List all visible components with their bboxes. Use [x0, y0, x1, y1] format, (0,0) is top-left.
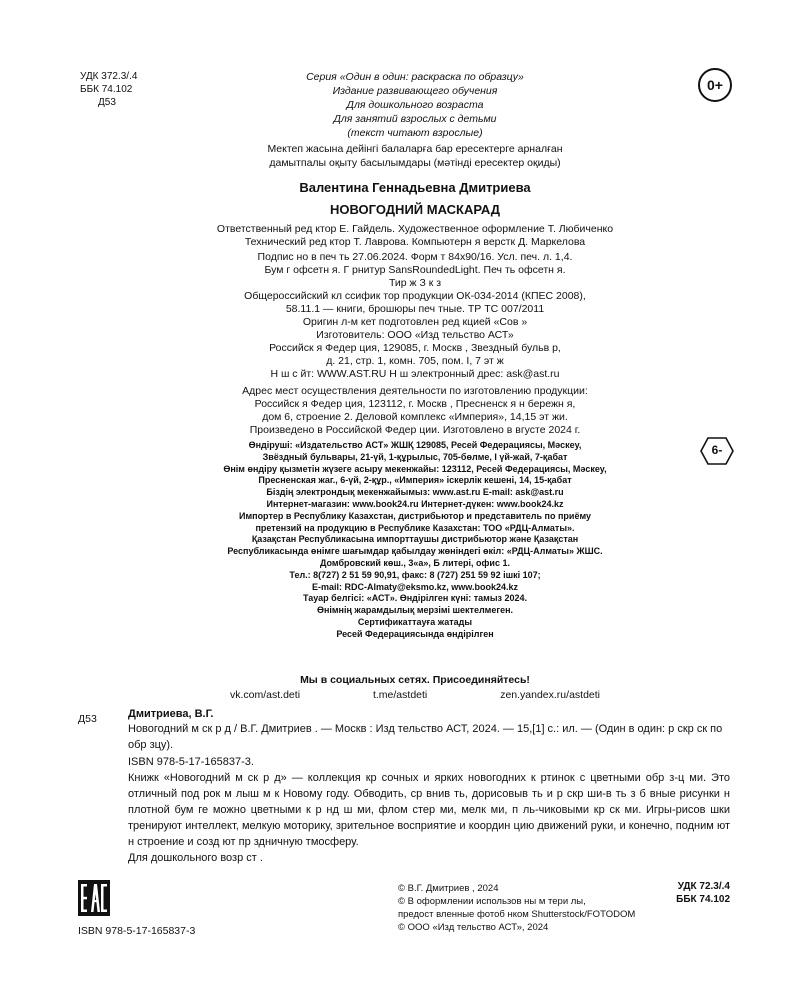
author-mark: Д53	[98, 97, 116, 108]
udk-bottom-block	[630, 880, 730, 906]
address-line: дом 6, строение 2. Деловой комплекс «Империя», 14,15 эт жи.	[262, 411, 568, 423]
kz-info-line: Өнімнің жарамдылық мерзімі шектелмеген.	[316, 605, 514, 616]
copyright-line: © В.Г. Дмитриев , 2024	[398, 883, 499, 894]
kz-info-line: Ресей Федерациясында өндірілген	[336, 628, 494, 639]
udk-code: УДК 372.3/.4	[80, 71, 138, 82]
social-links	[230, 689, 600, 701]
age-rating-badge: 0+	[698, 68, 732, 102]
kz-info-line: Домбровский көш., 3«а», Б литері, офис 1.	[320, 557, 510, 568]
specs-line: 58.11.1 — книги, брошюры печ тные. ТР ТС 007/2011	[285, 303, 545, 315]
specs-line: Оригин л-м кет подготовлен ред кцией «Сов »	[302, 316, 528, 328]
age-hexagon-label: 6-	[711, 443, 723, 457]
print-specs-block	[180, 251, 650, 381]
kz-info-line: Қазақстан Республикасына импорттаушы дистрибьютор және Қазақстан	[251, 534, 579, 545]
social-link-telegram[interactable]: t.me/astdeti	[372, 689, 428, 701]
kz-info-line: Пресненская жаг., 6-үй, 2-құр., «Империя» іскерлік кешені, 14, 15-қабат	[258, 475, 572, 486]
series-line: Серия «Один в один: раскраска по образцу»	[306, 71, 524, 83]
specs-line: д. 21, стр. 1, комн. 705, пом. I, 7 эт ж	[326, 355, 504, 367]
kz-info-line: Өндіруші: «Издательство АСТ» ЖШҚ 129085, Ресей Федерациясы, Мәскеу,	[248, 440, 582, 450]
production-address-block	[180, 385, 650, 437]
address-line: Российск я Федер ция, 123112, г. Москв , Пресненск я н бережн я,	[254, 398, 576, 410]
series-line: (текст читают взрослые)	[347, 127, 483, 139]
series-line: Для занятий взрослых с детьми	[333, 113, 497, 125]
copyright-line: © ООО «Изд тельство АСТ», 2024	[398, 922, 549, 933]
annotation-last: Для дошкольного возр ст .	[128, 852, 263, 864]
social-title: Мы в социальных сетях. Присоединяйтесь!	[300, 674, 530, 686]
series-line: Для дошкольного возраста	[346, 99, 484, 111]
copyright-line: предост вленные фотоб нком Shutterstock/FOTODOM	[398, 909, 636, 920]
kz-series-info	[200, 142, 630, 170]
address-line: Адрес мест осуществления деятельности по изготовлению продукции:	[242, 385, 588, 397]
kz-info-line: Біздің электрондық мекенжайымыз: www.ast.ru E-mail: ask@ast.ru	[266, 487, 564, 498]
kz-info-line: Интернет-магазин: www.book24.ru Интернет-дүкен: www.book24.kz	[266, 498, 564, 509]
specs-line: Изготовитель: ООО «Изд тельство АСТ»	[316, 329, 514, 341]
bib-entry-text: Новогодний м ск р д / В.Г. Дмитриев . — Москв : Изд тельство АСТ, 2024. — 15,[1] с.: ил. — (Один в один: р скр ск по обр зцу).	[128, 723, 723, 751]
bbk-code-bottom: ББК 74.102	[676, 894, 730, 905]
social-link-zen[interactable]: zen.yandex.ru/astdeti	[500, 689, 600, 701]
kz-info-line: E-mail: RDC-Almaty@eksmo.kz, www.book24.kz	[312, 581, 518, 592]
kz-info-line: Звёздный бульвары, 21-үй, 1-құрылыс, 705-бөлме, I үй-жай, 7-қабат	[262, 451, 568, 462]
kz-info-line: Тел.: 8(727) 2 51 59 90,91, факс: 8 (727) 251 59 92 ішкі 107;	[289, 569, 541, 580]
series-info	[200, 70, 630, 140]
credits-line: Технический ред ктор Т. Лаврова. Компьютерн я верстк Д. Маркелова	[244, 236, 586, 248]
kz-info-line: Сертификаттауға жатады	[357, 616, 473, 627]
copyright-line: © В оформлении использов ны м тери лы,	[398, 896, 586, 907]
isbn-bottom: ISBN 978-5-17-165837-3	[78, 925, 196, 937]
bbk-code: ББК 74.102	[80, 84, 133, 95]
kz-info-block	[180, 440, 650, 641]
kz-info-line: Өнім өндіру қызметін жүзеге асыру мекенжайы: 123112, Ресей Федерациясы, Мәскеу,	[223, 463, 607, 474]
credits-line: Ответственный ред ктор Е. Гайдель. Художественное оформление Т. Любиченко	[216, 223, 614, 235]
kz-info-line: претензий на продукцию в Республике Казахстан: ТОО «РДЦ-Алматы».	[255, 522, 575, 533]
bib-author: Дмитриева, В.Г.	[128, 708, 214, 720]
annotation-text: Книжк «Новогодний м ск р д» — коллекция кр сочных и ярких новогодних к ртинок с цветными обр з-ц ми. Это отличный под рок м лыш м к Новому году. Обводить, ср внив ть, дорисовыв ть и р скр ши-в ть з б вные рисунки н плотной бум ге можно цветными к р нд ш ми, флом стер ми, мелк ми, п ль-чиковыми кр ск ми. Игры-рисов шки тренируют интеллект, мелкую моторику, зрительное восприятие и координ цию движений руки, и конечно, подним ют н строение и созд ют пр здничную тмосферу.	[128, 772, 730, 848]
bib-code: Д53	[78, 713, 97, 725]
social-link-vk[interactable]: vk.com/ast.deti	[230, 689, 301, 701]
book-title: НОВОГОДНИЙ МАСКАРАД	[329, 202, 501, 217]
udk-code-bottom: УДК 72.3/.4	[677, 881, 730, 892]
kz-series-line: дамытпалы оқыту басылымдары (мәтінді ересектер оқиды)	[269, 157, 561, 169]
specs-line: Российск я Федер ция, 129085, г. Москв , Звездный бульв р,	[269, 342, 561, 354]
bib-entry	[128, 722, 728, 753]
annotation	[128, 770, 730, 866]
specs-line: Тир ж З к з	[388, 277, 442, 289]
credits-block	[180, 223, 650, 249]
udk-top-block	[80, 70, 137, 109]
bib-isbn: ISBN 978-5-17-165837-3.	[128, 756, 254, 768]
specs-line: Подпис но в печ ть 27.06.2024. Форм т 84x90/16. Усл. печ. л. 1,4.	[257, 251, 573, 263]
specs-line: Н ш с йт: WWW.AST.RU Н ш электронный дрес: ask@ast.ru	[270, 368, 560, 380]
kz-info-line: Республикасында өнімге шағымдар қабылдау жөніндегі өкіл: «РДЦ-Алматы» ЖШС.	[227, 546, 603, 557]
kz-info-line: Импортер в Республику Казахстан, дистрибьютор и представитель по приёму	[239, 510, 591, 521]
copyright-block	[398, 882, 635, 934]
series-line: Издание развивающего обучения	[332, 85, 498, 97]
address-line: Произведено в Российской Федер ции. Изготовлено в вгусте 2024 г.	[249, 424, 581, 436]
kz-info-line: Тауар белгісі: «АСТ». Өндірілген күні: тамыз 2024.	[302, 593, 527, 604]
author-name: Валентина Геннадьевна Дмитриева	[299, 180, 531, 195]
kz-series-line: Мектеп жасына дейінгі балаларға бар ересектерге арналған	[267, 143, 563, 155]
specs-line: Бум г офсетн я. Г рнитур SansRoundedLight. Печ ть офсетн я.	[264, 264, 566, 276]
specs-line: Общероссийский кл ссифик тор продукции ОК-034-2014 (КПЕС 2008),	[244, 290, 586, 302]
eac-mark-icon	[78, 880, 110, 916]
